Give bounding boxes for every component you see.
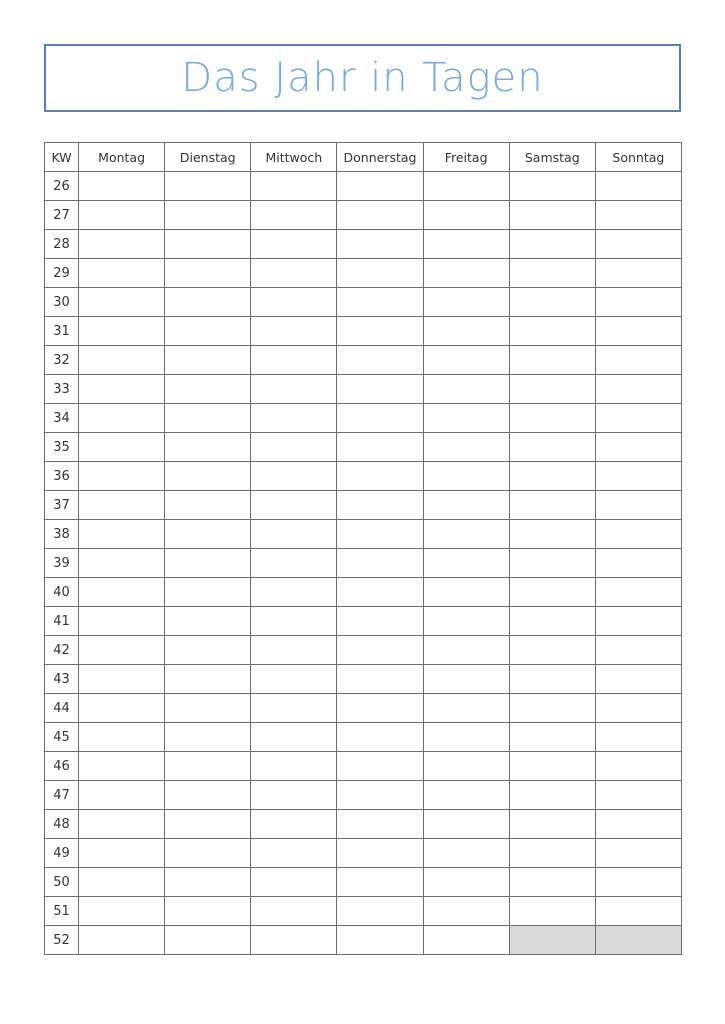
day-cell-mittwoch[interactable] bbox=[251, 462, 337, 491]
week-row bbox=[45, 433, 682, 462]
header-kw: KW bbox=[45, 143, 79, 172]
day-cell-donnerstag[interactable] bbox=[337, 636, 423, 665]
week-row bbox=[45, 201, 682, 230]
day-cell-montag[interactable] bbox=[79, 346, 165, 375]
week-number: 40 bbox=[45, 578, 79, 607]
week-number: 46 bbox=[45, 752, 79, 781]
day-cell-dienstag[interactable] bbox=[165, 665, 251, 694]
day-cell-freitag[interactable] bbox=[423, 172, 509, 201]
week-number: 48 bbox=[45, 810, 79, 839]
day-cell-samstag[interactable] bbox=[509, 926, 595, 955]
day-cell-mittwoch[interactable] bbox=[251, 230, 337, 259]
header-row bbox=[45, 143, 682, 172]
day-cell-donnerstag[interactable] bbox=[337, 520, 423, 549]
week-number: 38 bbox=[45, 520, 79, 549]
day-cell-mittwoch[interactable] bbox=[251, 723, 337, 752]
day-cell-montag[interactable] bbox=[79, 491, 165, 520]
day-cell-freitag[interactable] bbox=[423, 694, 509, 723]
day-cell-samstag[interactable] bbox=[509, 404, 595, 433]
day-cell-sonntag[interactable] bbox=[595, 404, 681, 433]
week-row bbox=[45, 694, 682, 723]
day-cell-freitag[interactable] bbox=[423, 810, 509, 839]
week-row bbox=[45, 723, 682, 752]
day-cell-dienstag[interactable] bbox=[165, 578, 251, 607]
day-cell-samstag[interactable] bbox=[509, 897, 595, 926]
week-number: 37 bbox=[45, 491, 79, 520]
day-cell-mittwoch[interactable] bbox=[251, 201, 337, 230]
day-cell-montag[interactable] bbox=[79, 636, 165, 665]
day-cell-montag[interactable] bbox=[79, 230, 165, 259]
week-row bbox=[45, 781, 682, 810]
day-cell-dienstag[interactable] bbox=[165, 259, 251, 288]
day-cell-donnerstag[interactable] bbox=[337, 491, 423, 520]
day-cell-mittwoch[interactable] bbox=[251, 172, 337, 201]
day-cell-samstag[interactable] bbox=[509, 346, 595, 375]
day-cell-sonntag[interactable] bbox=[595, 375, 681, 404]
header-donnerstag: Donnerstag bbox=[337, 143, 423, 172]
day-cell-donnerstag[interactable] bbox=[337, 433, 423, 462]
day-cell-sonntag[interactable] bbox=[595, 897, 681, 926]
header-mittwoch: Mittwoch bbox=[251, 143, 337, 172]
day-cell-freitag[interactable] bbox=[423, 462, 509, 491]
week-number: 34 bbox=[45, 404, 79, 433]
day-cell-sonntag[interactable] bbox=[595, 172, 681, 201]
day-cell-samstag[interactable] bbox=[509, 868, 595, 897]
week-number: 29 bbox=[45, 259, 79, 288]
week-number: 32 bbox=[45, 346, 79, 375]
day-cell-dienstag[interactable] bbox=[165, 462, 251, 491]
day-cell-montag[interactable] bbox=[79, 172, 165, 201]
week-number: 33 bbox=[45, 375, 79, 404]
day-cell-montag[interactable] bbox=[79, 549, 165, 578]
day-cell-mittwoch[interactable] bbox=[251, 404, 337, 433]
day-cell-dienstag[interactable] bbox=[165, 897, 251, 926]
week-number: 27 bbox=[45, 201, 79, 230]
day-cell-sonntag[interactable] bbox=[595, 781, 681, 810]
day-cell-donnerstag[interactable] bbox=[337, 607, 423, 636]
day-cell-montag[interactable] bbox=[79, 665, 165, 694]
day-cell-freitag[interactable] bbox=[423, 781, 509, 810]
week-row bbox=[45, 665, 682, 694]
week-number: 45 bbox=[45, 723, 79, 752]
week-row bbox=[45, 317, 682, 346]
day-cell-donnerstag[interactable] bbox=[337, 317, 423, 346]
day-cell-donnerstag[interactable] bbox=[337, 897, 423, 926]
week-number: 50 bbox=[45, 868, 79, 897]
week-number: 31 bbox=[45, 317, 79, 346]
week-row bbox=[45, 404, 682, 433]
day-cell-samstag[interactable] bbox=[509, 781, 595, 810]
day-cell-montag[interactable] bbox=[79, 694, 165, 723]
day-cell-sonntag[interactable] bbox=[595, 665, 681, 694]
day-cell-dienstag[interactable] bbox=[165, 172, 251, 201]
day-cell-sonntag[interactable] bbox=[595, 491, 681, 520]
week-number: 49 bbox=[45, 839, 79, 868]
day-cell-mittwoch[interactable] bbox=[251, 346, 337, 375]
day-cell-mittwoch[interactable] bbox=[251, 665, 337, 694]
day-cell-samstag[interactable] bbox=[509, 549, 595, 578]
day-cell-dienstag[interactable] bbox=[165, 520, 251, 549]
day-cell-freitag[interactable] bbox=[423, 723, 509, 752]
day-cell-sonntag[interactable] bbox=[595, 346, 681, 375]
day-cell-freitag[interactable] bbox=[423, 607, 509, 636]
week-row bbox=[45, 172, 682, 201]
day-cell-mittwoch[interactable] bbox=[251, 607, 337, 636]
day-cell-dienstag[interactable] bbox=[165, 723, 251, 752]
day-cell-samstag[interactable] bbox=[509, 230, 595, 259]
day-cell-donnerstag[interactable] bbox=[337, 549, 423, 578]
day-cell-mittwoch[interactable] bbox=[251, 491, 337, 520]
day-cell-mittwoch[interactable] bbox=[251, 926, 337, 955]
day-cell-mittwoch[interactable] bbox=[251, 375, 337, 404]
day-cell-sonntag[interactable] bbox=[595, 462, 681, 491]
day-cell-sonntag[interactable] bbox=[595, 520, 681, 549]
day-cell-freitag[interactable] bbox=[423, 897, 509, 926]
day-cell-dienstag[interactable] bbox=[165, 317, 251, 346]
day-cell-montag[interactable] bbox=[79, 810, 165, 839]
day-cell-donnerstag[interactable] bbox=[337, 781, 423, 810]
day-cell-samstag[interactable] bbox=[509, 810, 595, 839]
week-number: 42 bbox=[45, 636, 79, 665]
day-cell-donnerstag[interactable] bbox=[337, 752, 423, 781]
day-cell-samstag[interactable] bbox=[509, 433, 595, 462]
day-cell-sonntag[interactable] bbox=[595, 810, 681, 839]
day-cell-freitag[interactable] bbox=[423, 868, 509, 897]
day-cell-donnerstag[interactable] bbox=[337, 665, 423, 694]
header-samstag: Samstag bbox=[509, 143, 595, 172]
title-box bbox=[44, 44, 681, 112]
day-cell-samstag[interactable] bbox=[509, 839, 595, 868]
day-cell-donnerstag[interactable] bbox=[337, 346, 423, 375]
day-cell-samstag[interactable] bbox=[509, 752, 595, 781]
day-cell-samstag[interactable] bbox=[509, 578, 595, 607]
day-cell-montag[interactable] bbox=[79, 462, 165, 491]
day-cell-donnerstag[interactable] bbox=[337, 201, 423, 230]
day-cell-donnerstag[interactable] bbox=[337, 578, 423, 607]
day-cell-freitag[interactable] bbox=[423, 839, 509, 868]
day-cell-montag[interactable] bbox=[79, 288, 165, 317]
week-row bbox=[45, 259, 682, 288]
week-number: 36 bbox=[45, 462, 79, 491]
day-cell-donnerstag[interactable] bbox=[337, 462, 423, 491]
day-cell-freitag[interactable] bbox=[423, 665, 509, 694]
week-row bbox=[45, 462, 682, 491]
day-cell-dienstag[interactable] bbox=[165, 433, 251, 462]
day-cell-samstag[interactable] bbox=[509, 462, 595, 491]
header-sonntag: Sonntag bbox=[595, 143, 681, 172]
day-cell-mittwoch[interactable] bbox=[251, 781, 337, 810]
week-number: 47 bbox=[45, 781, 79, 810]
day-cell-montag[interactable] bbox=[79, 404, 165, 433]
day-cell-samstag[interactable] bbox=[509, 607, 595, 636]
day-cell-mittwoch[interactable] bbox=[251, 839, 337, 868]
day-cell-montag[interactable] bbox=[79, 723, 165, 752]
day-cell-samstag[interactable] bbox=[509, 259, 595, 288]
day-cell-sonntag[interactable] bbox=[595, 607, 681, 636]
day-cell-mittwoch[interactable] bbox=[251, 317, 337, 346]
day-cell-montag[interactable] bbox=[79, 839, 165, 868]
week-number: 26 bbox=[45, 172, 79, 201]
day-cell-sonntag[interactable] bbox=[595, 317, 681, 346]
day-cell-dienstag[interactable] bbox=[165, 607, 251, 636]
day-cell-mittwoch[interactable] bbox=[251, 520, 337, 549]
week-row bbox=[45, 375, 682, 404]
day-cell-donnerstag[interactable] bbox=[337, 810, 423, 839]
day-cell-samstag[interactable] bbox=[509, 694, 595, 723]
day-cell-freitag[interactable] bbox=[423, 491, 509, 520]
day-cell-montag[interactable] bbox=[79, 433, 165, 462]
day-cell-sonntag[interactable] bbox=[595, 230, 681, 259]
day-cell-donnerstag[interactable] bbox=[337, 172, 423, 201]
day-cell-freitag[interactable] bbox=[423, 433, 509, 462]
day-cell-montag[interactable] bbox=[79, 926, 165, 955]
header-montag: Montag bbox=[79, 143, 165, 172]
week-row bbox=[45, 752, 682, 781]
day-cell-samstag[interactable] bbox=[509, 520, 595, 549]
page-title: Das Jahr in Tagen bbox=[181, 55, 544, 101]
week-calendar-table bbox=[44, 142, 682, 955]
day-cell-samstag[interactable] bbox=[509, 723, 595, 752]
day-cell-sonntag[interactable] bbox=[595, 723, 681, 752]
day-cell-montag[interactable] bbox=[79, 375, 165, 404]
day-cell-mittwoch[interactable] bbox=[251, 752, 337, 781]
week-row bbox=[45, 346, 682, 375]
week-row bbox=[45, 230, 682, 259]
day-cell-sonntag[interactable] bbox=[595, 636, 681, 665]
week-row bbox=[45, 549, 682, 578]
week-row bbox=[45, 288, 682, 317]
day-cell-freitag[interactable] bbox=[423, 317, 509, 346]
week-row bbox=[45, 839, 682, 868]
day-cell-mittwoch[interactable] bbox=[251, 897, 337, 926]
header-freitag: Freitag bbox=[423, 143, 509, 172]
day-cell-freitag[interactable] bbox=[423, 259, 509, 288]
week-row bbox=[45, 868, 682, 897]
day-cell-dienstag[interactable] bbox=[165, 636, 251, 665]
day-cell-donnerstag[interactable] bbox=[337, 375, 423, 404]
week-number: 35 bbox=[45, 433, 79, 462]
day-cell-dienstag[interactable] bbox=[165, 694, 251, 723]
week-row bbox=[45, 897, 682, 926]
day-cell-freitag[interactable] bbox=[423, 201, 509, 230]
day-cell-montag[interactable] bbox=[79, 607, 165, 636]
day-cell-samstag[interactable] bbox=[509, 172, 595, 201]
day-cell-donnerstag[interactable] bbox=[337, 868, 423, 897]
day-cell-dienstag[interactable] bbox=[165, 288, 251, 317]
day-cell-freitag[interactable] bbox=[423, 375, 509, 404]
day-cell-sonntag[interactable] bbox=[595, 433, 681, 462]
day-cell-freitag[interactable] bbox=[423, 404, 509, 433]
day-cell-montag[interactable] bbox=[79, 897, 165, 926]
week-number: 52 bbox=[45, 926, 79, 955]
day-cell-dienstag[interactable] bbox=[165, 491, 251, 520]
day-cell-sonntag[interactable] bbox=[595, 578, 681, 607]
day-cell-dienstag[interactable] bbox=[165, 375, 251, 404]
week-number: 43 bbox=[45, 665, 79, 694]
day-cell-montag[interactable] bbox=[79, 752, 165, 781]
day-cell-montag[interactable] bbox=[79, 520, 165, 549]
day-cell-mittwoch[interactable] bbox=[251, 636, 337, 665]
day-cell-sonntag[interactable] bbox=[595, 694, 681, 723]
day-cell-dienstag[interactable] bbox=[165, 926, 251, 955]
day-cell-sonntag[interactable] bbox=[595, 752, 681, 781]
week-number: 30 bbox=[45, 288, 79, 317]
day-cell-samstag[interactable] bbox=[509, 375, 595, 404]
day-cell-dienstag[interactable] bbox=[165, 868, 251, 897]
week-number: 51 bbox=[45, 897, 79, 926]
day-cell-dienstag[interactable] bbox=[165, 346, 251, 375]
day-cell-dienstag[interactable] bbox=[165, 201, 251, 230]
day-cell-freitag[interactable] bbox=[423, 926, 509, 955]
week-row bbox=[45, 491, 682, 520]
day-cell-montag[interactable] bbox=[79, 259, 165, 288]
day-cell-donnerstag[interactable] bbox=[337, 230, 423, 259]
day-cell-donnerstag[interactable] bbox=[337, 288, 423, 317]
day-cell-sonntag[interactable] bbox=[595, 201, 681, 230]
week-row bbox=[45, 810, 682, 839]
day-cell-mittwoch[interactable] bbox=[251, 694, 337, 723]
day-cell-donnerstag[interactable] bbox=[337, 259, 423, 288]
day-cell-dienstag[interactable] bbox=[165, 810, 251, 839]
day-cell-montag[interactable] bbox=[79, 868, 165, 897]
day-cell-freitag[interactable] bbox=[423, 752, 509, 781]
day-cell-samstag[interactable] bbox=[509, 491, 595, 520]
day-cell-freitag[interactable] bbox=[423, 288, 509, 317]
day-cell-sonntag[interactable] bbox=[595, 839, 681, 868]
week-row bbox=[45, 607, 682, 636]
calendar-body bbox=[45, 172, 682, 955]
day-cell-donnerstag[interactable] bbox=[337, 723, 423, 752]
day-cell-donnerstag[interactable] bbox=[337, 926, 423, 955]
day-cell-freitag[interactable] bbox=[423, 549, 509, 578]
day-cell-dienstag[interactable] bbox=[165, 839, 251, 868]
week-row bbox=[45, 636, 682, 665]
day-cell-freitag[interactable] bbox=[423, 346, 509, 375]
day-cell-samstag[interactable] bbox=[509, 636, 595, 665]
day-cell-sonntag[interactable] bbox=[595, 288, 681, 317]
day-cell-donnerstag[interactable] bbox=[337, 404, 423, 433]
day-cell-samstag[interactable] bbox=[509, 201, 595, 230]
day-cell-mittwoch[interactable] bbox=[251, 433, 337, 462]
day-cell-dienstag[interactable] bbox=[165, 781, 251, 810]
day-cell-freitag[interactable] bbox=[423, 578, 509, 607]
day-cell-sonntag[interactable] bbox=[595, 259, 681, 288]
day-cell-mittwoch[interactable] bbox=[251, 578, 337, 607]
day-cell-montag[interactable] bbox=[79, 781, 165, 810]
week-row bbox=[45, 578, 682, 607]
day-cell-sonntag[interactable] bbox=[595, 868, 681, 897]
day-cell-mittwoch[interactable] bbox=[251, 810, 337, 839]
week-number: 44 bbox=[45, 694, 79, 723]
day-cell-samstag[interactable] bbox=[509, 288, 595, 317]
day-cell-donnerstag[interactable] bbox=[337, 839, 423, 868]
header-dienstag: Dienstag bbox=[165, 143, 251, 172]
day-cell-sonntag[interactable] bbox=[595, 926, 681, 955]
day-cell-freitag[interactable] bbox=[423, 230, 509, 259]
day-cell-mittwoch[interactable] bbox=[251, 549, 337, 578]
day-cell-freitag[interactable] bbox=[423, 636, 509, 665]
day-cell-mittwoch[interactable] bbox=[251, 259, 337, 288]
week-number: 41 bbox=[45, 607, 79, 636]
day-cell-mittwoch[interactable] bbox=[251, 868, 337, 897]
day-cell-montag[interactable] bbox=[79, 317, 165, 346]
day-cell-freitag[interactable] bbox=[423, 520, 509, 549]
day-cell-dienstag[interactable] bbox=[165, 230, 251, 259]
day-cell-sonntag[interactable] bbox=[595, 549, 681, 578]
week-number: 28 bbox=[45, 230, 79, 259]
day-cell-samstag[interactable] bbox=[509, 665, 595, 694]
day-cell-montag[interactable] bbox=[79, 578, 165, 607]
week-number: 39 bbox=[45, 549, 79, 578]
day-cell-dienstag[interactable] bbox=[165, 549, 251, 578]
day-cell-dienstag[interactable] bbox=[165, 404, 251, 433]
day-cell-montag[interactable] bbox=[79, 201, 165, 230]
day-cell-samstag[interactable] bbox=[509, 317, 595, 346]
day-cell-dienstag[interactable] bbox=[165, 752, 251, 781]
day-cell-donnerstag[interactable] bbox=[337, 694, 423, 723]
week-row bbox=[45, 926, 682, 955]
day-cell-mittwoch[interactable] bbox=[251, 288, 337, 317]
week-row bbox=[45, 520, 682, 549]
